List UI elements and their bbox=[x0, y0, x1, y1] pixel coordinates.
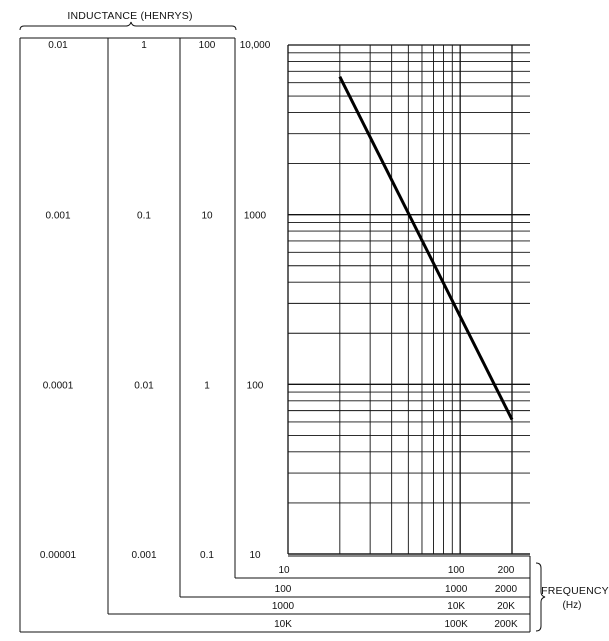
reactance-line bbox=[340, 77, 512, 420]
plot-series bbox=[340, 77, 512, 420]
frequency-tick-label: 1000 bbox=[445, 584, 468, 595]
frequency-brace bbox=[536, 563, 545, 631]
inductance-col3-label: 100 bbox=[198, 40, 216, 51]
inductance-col3-label: 1 bbox=[204, 380, 210, 392]
y-tick-label: 10 bbox=[249, 550, 261, 561]
chart-frame bbox=[20, 38, 530, 632]
frequency-tick-label: 200K bbox=[494, 619, 518, 630]
frequency-tick-label: 200 bbox=[497, 565, 515, 576]
frequency-row-start-label: 10 bbox=[278, 565, 290, 576]
frequency-tick-label: 20K bbox=[497, 601, 515, 612]
frequency-tick-label: 100 bbox=[447, 565, 465, 576]
inductance-col2-label: 1 bbox=[141, 40, 147, 51]
y-tick-label: 1000 bbox=[243, 210, 267, 222]
frequency-label: FREQUENCY bbox=[541, 585, 609, 597]
inductance-col3-label: 0.1 bbox=[200, 550, 214, 561]
inductance-header: INDUCTANCE (HENRYS) bbox=[67, 10, 193, 22]
inductance-col2-label: 0.01 bbox=[134, 380, 154, 392]
frequency-row-start-label: 100 bbox=[274, 584, 292, 595]
y-tick-label: 10,000 bbox=[239, 40, 271, 51]
inductance-col1-label: 0.0001 bbox=[42, 380, 74, 392]
inductance-col2-label: 0.1 bbox=[137, 210, 151, 222]
frequency-tick-label: 2000 bbox=[494, 584, 518, 595]
inductance-col1-label: 0.001 bbox=[45, 210, 71, 222]
frequency-row-start-label: 10K bbox=[274, 619, 292, 630]
frequency-tick-label: 10K bbox=[447, 601, 466, 612]
frequency-tick-label: 100K bbox=[444, 619, 468, 630]
frequency-unit: (Hz) bbox=[562, 600, 582, 611]
plot-grid bbox=[288, 45, 530, 554]
inductance-col1-label: 0.01 bbox=[48, 40, 68, 51]
inductance-col1-label: 0.00001 bbox=[39, 550, 77, 561]
inductance-brace bbox=[20, 22, 236, 30]
y-tick-label: 100 bbox=[246, 380, 264, 392]
inductance-col2-label: 0.001 bbox=[131, 550, 157, 561]
frequency-row-start-label: 1000 bbox=[271, 601, 295, 612]
inductance-col3-label: 10 bbox=[201, 210, 213, 222]
